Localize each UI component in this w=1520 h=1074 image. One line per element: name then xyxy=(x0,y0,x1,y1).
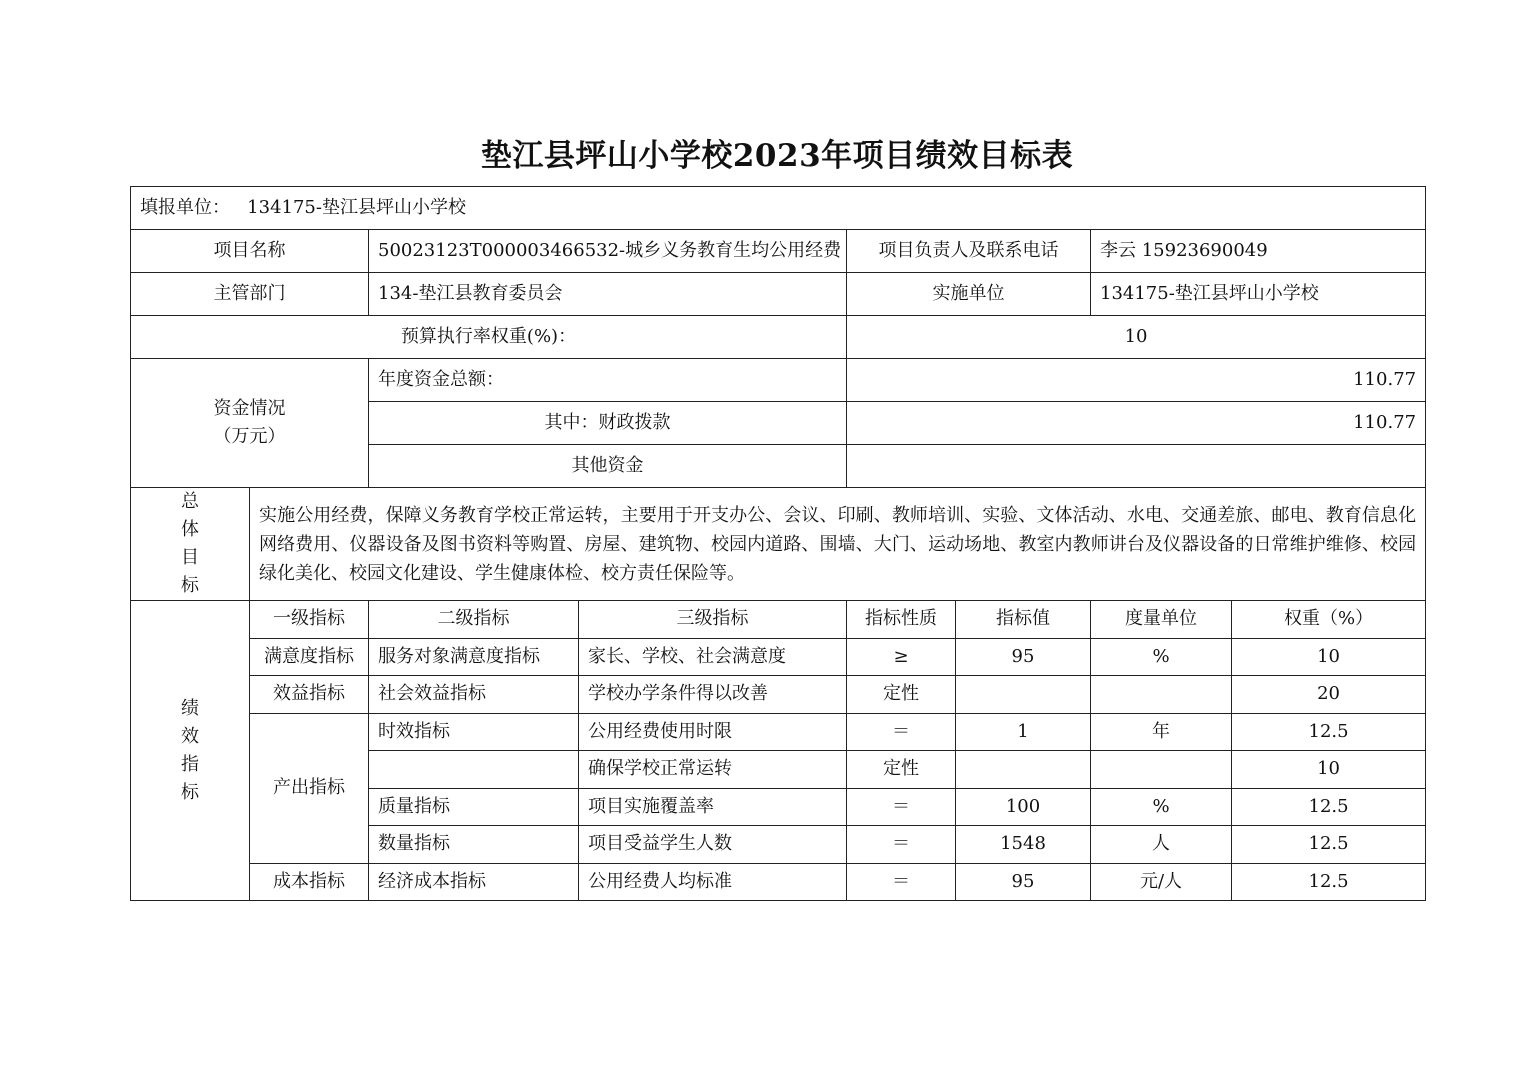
level2-cell: 经济成本指标 xyxy=(369,863,579,901)
column-header: 三级指标 xyxy=(579,601,847,639)
funds-other-value xyxy=(847,445,1426,488)
table-row xyxy=(131,713,1426,751)
goal-label-char: 标 xyxy=(181,575,199,596)
filler-cell xyxy=(131,187,1426,230)
funds-total-row xyxy=(131,359,1426,402)
perf-label-char: 效 xyxy=(181,725,199,747)
level3-cell: 项目受益学生人数 xyxy=(579,826,847,864)
dept-row xyxy=(131,273,1426,316)
level3-cell: 公用经费人均标准 xyxy=(579,863,847,901)
perf-header-row xyxy=(131,601,1426,639)
level2-cell: 时效指标 xyxy=(369,713,579,751)
filler-row xyxy=(131,187,1426,230)
unit-cell: 年 xyxy=(1091,713,1232,751)
goal-row xyxy=(131,488,1426,601)
level3-cell: 项目实施覆盖率 xyxy=(579,788,847,826)
funds-label-line1: 资金情况 xyxy=(213,398,286,419)
level1-cell: 效益指标 xyxy=(250,676,369,714)
nature-cell: ＝ xyxy=(847,863,956,901)
nature-cell: 定性 xyxy=(847,751,956,789)
level2-cell xyxy=(369,751,579,789)
value-cell: 100 xyxy=(956,788,1091,826)
level2-cell: 服务对象满意度指标 xyxy=(369,638,579,676)
table-row xyxy=(131,676,1426,714)
level2-cell: 数量指标 xyxy=(369,826,579,864)
level3-cell: 学校办学条件得以改善 xyxy=(579,676,847,714)
goal-label-char: 总 xyxy=(181,491,199,512)
nature-cell: ＝ xyxy=(847,826,956,864)
weight-cell: 12.5 xyxy=(1232,788,1426,826)
level2-cell: 社会效益指标 xyxy=(369,676,579,714)
level1-cell: 成本指标 xyxy=(250,863,369,901)
project-name-label: 项目名称 xyxy=(131,230,369,273)
nature-cell: ≥ xyxy=(847,638,956,676)
filler-value: 134175-垫江县坪山小学校 xyxy=(247,197,466,218)
dept-value: 134-垫江县教育委员会 xyxy=(369,273,847,316)
value-cell: 1548 xyxy=(956,826,1091,864)
level3-cell: 公用经费使用时限 xyxy=(579,713,847,751)
value-cell: 1 xyxy=(956,713,1091,751)
unit-cell: % xyxy=(1091,788,1232,826)
unit-cell xyxy=(1091,676,1232,714)
value-cell xyxy=(956,676,1091,714)
project-name-row xyxy=(131,230,1426,273)
unit-cell: 元/人 xyxy=(1091,863,1232,901)
funds-total-label: 年度资金总额： xyxy=(369,359,847,402)
nature-cell: 定性 xyxy=(847,676,956,714)
weight-cell: 10 xyxy=(1232,751,1426,789)
column-header: 度量单位 xyxy=(1091,601,1232,639)
perf-label xyxy=(131,601,250,901)
weight-cell: 12.5 xyxy=(1232,713,1426,751)
project-name-value: 50023123T000003466532-城乡义务教育生均公用经费 xyxy=(369,230,847,273)
funds-label xyxy=(131,359,369,488)
goal-label-char: 体 xyxy=(181,519,199,540)
column-header: 指标性质 xyxy=(847,601,956,639)
weight-cell: 10 xyxy=(1232,638,1426,676)
column-header: 二级指标 xyxy=(369,601,579,639)
level3-cell: 家长、学校、社会满意度 xyxy=(579,638,847,676)
column-header: 权重（%） xyxy=(1232,601,1426,639)
value-cell: 95 xyxy=(956,863,1091,901)
budget-weight-label: 预算执行率权重(%)： xyxy=(131,316,847,359)
impl-value: 134175-垫江县坪山小学校 xyxy=(1091,273,1426,316)
funds-other-label: 其他资金 xyxy=(369,445,847,488)
impl-label: 实施单位 xyxy=(847,273,1091,316)
unit-cell: 人 xyxy=(1091,826,1232,864)
nature-cell: ＝ xyxy=(847,788,956,826)
level2-cell: 质量指标 xyxy=(369,788,579,826)
perf-label-char: 指 xyxy=(181,753,199,775)
funds-label-line2: （万元） xyxy=(213,426,286,447)
weight-cell: 12.5 xyxy=(1232,826,1426,864)
unit-cell: % xyxy=(1091,638,1232,676)
level1-cell: 产出指标 xyxy=(250,713,369,863)
dept-label: 主管部门 xyxy=(131,273,369,316)
filler-label: 填报单位： xyxy=(140,197,230,218)
funds-total-value: 110.77 xyxy=(847,359,1426,402)
value-cell: 95 xyxy=(956,638,1091,676)
goal-text: 实施公用经费，保障义务教育学校正常运转，主要用于开支办公、会议、印刷、教师培训、实验、文体活动、水电、交通差旅、邮电、教育信息化网络费用、仪器设备及图书资料等购置、房屋、建筑物、校园内道路、围墙、大门、运动场地、教室内教师讲台及仪器设备的日常维护维修、校园绿化美化、校园文化建设、学生健康体检、校方责任保险等。 xyxy=(250,488,1426,601)
nature-cell: ＝ xyxy=(847,713,956,751)
contact-value: 李云 15923690049 xyxy=(1091,230,1426,273)
level3-cell: 确保学校正常运转 xyxy=(579,751,847,789)
goal-label xyxy=(131,488,250,601)
page-title: 垫江县坪山小学校2023年项目绩效目标表 xyxy=(480,138,1074,174)
budget-weight-value: 10 xyxy=(847,316,1426,359)
column-header: 指标值 xyxy=(956,601,1091,639)
perf-label-char: 绩 xyxy=(181,697,199,719)
performance-target-table xyxy=(130,186,1426,901)
perf-label-char: 标 xyxy=(181,781,199,803)
table-row xyxy=(131,638,1426,676)
column-header: 一级指标 xyxy=(250,601,369,639)
weight-cell: 20 xyxy=(1232,676,1426,714)
level1-cell: 满意度指标 xyxy=(250,638,369,676)
value-cell xyxy=(956,751,1091,789)
goal-label-char: 目 xyxy=(181,547,199,568)
funds-fiscal-label: 其中：财政拨款 xyxy=(369,402,847,445)
funds-fiscal-value: 110.77 xyxy=(847,402,1426,445)
budget-weight-row xyxy=(131,316,1426,359)
unit-cell xyxy=(1091,751,1232,789)
contact-label: 项目负责人及联系电话 xyxy=(847,230,1091,273)
weight-cell: 12.5 xyxy=(1232,863,1426,901)
table-row xyxy=(131,863,1426,901)
